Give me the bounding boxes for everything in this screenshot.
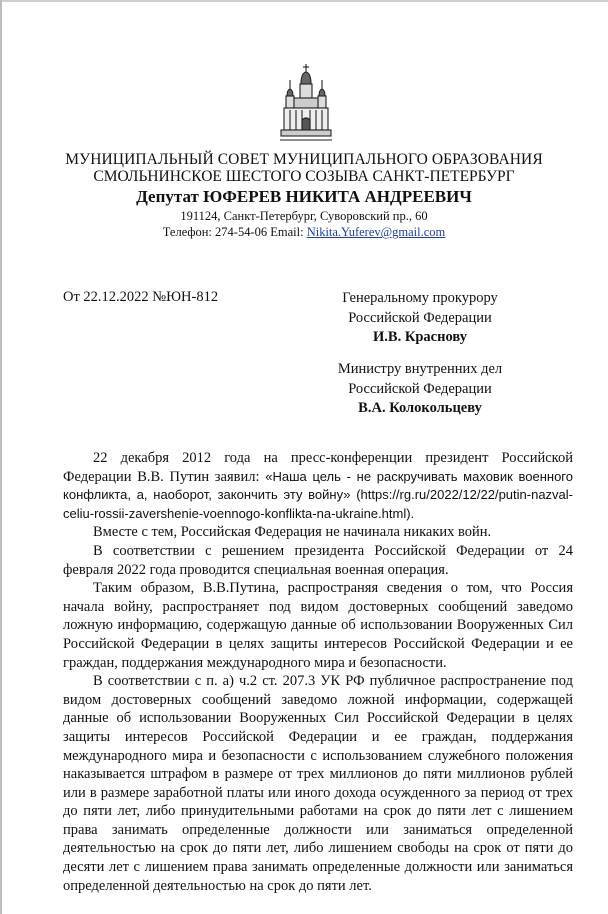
recipient-country: Российской Федерации xyxy=(348,309,492,326)
deputy-line xyxy=(0,187,608,207)
org-title-line1: МУНИЦИПАЛЬНЫЙ СОВЕТ МУНИЦИПАЛЬНОГО ОБРАЗОВАНИЯ xyxy=(65,151,543,168)
paragraph-5: В соответствии с п. а) ч.2 ст. 207.3 УК РФ публичное распространение под видом достоверных сообщений заведомо ложной информации, содержащей данные об использовании Вооруженных Сил Российской Федерации в целях защиты интересов Российской Федерации и ее граждан, поддержания международного мира и безопасности с использованием служебного положения наказывается штрафом в размере от трех миллионов до пяти миллионов рублей или в размере заработной платы или иного дохода осужденного за период от трех до пяти лет, либо принудительными работами на срок до пяти лет с лишением права занимать определенные должности или заниматься определенной деятельностью на срок до пяти лет, либо лишением свободы на срок от пяти до десяти лет с лишением права занимать определенные должности или заниматься определенной деятельностью на срок до пяти лет. xyxy=(63,673,573,894)
address: 191124, Санкт-Петербург, Суворовский пр., 60 xyxy=(180,209,428,223)
paragraph-4: Таким образом, В.В.Путина, распространяя сведения о том, что Россия начала войну, распространяет под видом достоверных сообщений заведомо ложную информацию, содержащую данные об использовании Вооруженных Сил Российской Федерации в целях защиты интересов Российской Федерации и ее граждан, поддержания международного мира и безопасности. xyxy=(63,580,573,671)
recipient-title: Генеральному прокурору xyxy=(342,290,498,306)
email-link[interactable]: Nikita.Yuferev@gmail.com xyxy=(306,225,446,239)
paragraph-2: Вместе с тем, Российская Федерация не начинала никаких войн. xyxy=(93,524,492,541)
reference-number: От 22.12.2022 №ЮН-812 xyxy=(63,289,219,305)
deputy-name: ЮФЕРЕВ НИКИТА АНДРЕЕВИЧ xyxy=(203,187,472,206)
recipient-name: В.А. Колокольцеву xyxy=(358,400,482,416)
paragraph-3: В соответствии с решением президента Российской Федерации от 24 февраля 2022 года проводится специальная военная операция. xyxy=(63,542,573,578)
page-left-edge xyxy=(0,0,2,914)
recipient-interior-minister xyxy=(320,360,520,419)
deputy-prefix: Депутат xyxy=(136,187,199,206)
recipient-prosecutor xyxy=(320,289,520,348)
recipient-title: Министру внутренних дел xyxy=(337,361,503,377)
cathedral-emblem-icon xyxy=(280,62,332,144)
paragraph-1 xyxy=(63,449,573,523)
letter-body xyxy=(63,449,573,895)
page-top-edge xyxy=(0,0,608,2)
putin-quote: «Наша цель - не раскручивать маховик военного конфликта, а, наоборот, закончить эту войну» (https://rg.ru/2022/12/22/putin-nazval-celiu-rossii-zavershenie-voennogo-konflikta-na-ukraine.html). xyxy=(63,468,573,521)
recipient-country: Российской Федерации xyxy=(348,380,492,397)
phone-label: Телефон: 274-54-06 Email: xyxy=(162,225,304,239)
paragraph-1-intro: 22 декабря 2012 года на пресс-конференции президент Российской Федерации В.В. Путин заявил: xyxy=(63,450,573,485)
contact-line xyxy=(0,225,608,240)
recipient-name: И.В. Краснову xyxy=(373,329,467,345)
org-title-line2: СМОЛЬНИНСКОЕ ШЕСТОГО СОЗЫВА САНКТ-ПЕТЕРБУРГ xyxy=(93,168,515,185)
